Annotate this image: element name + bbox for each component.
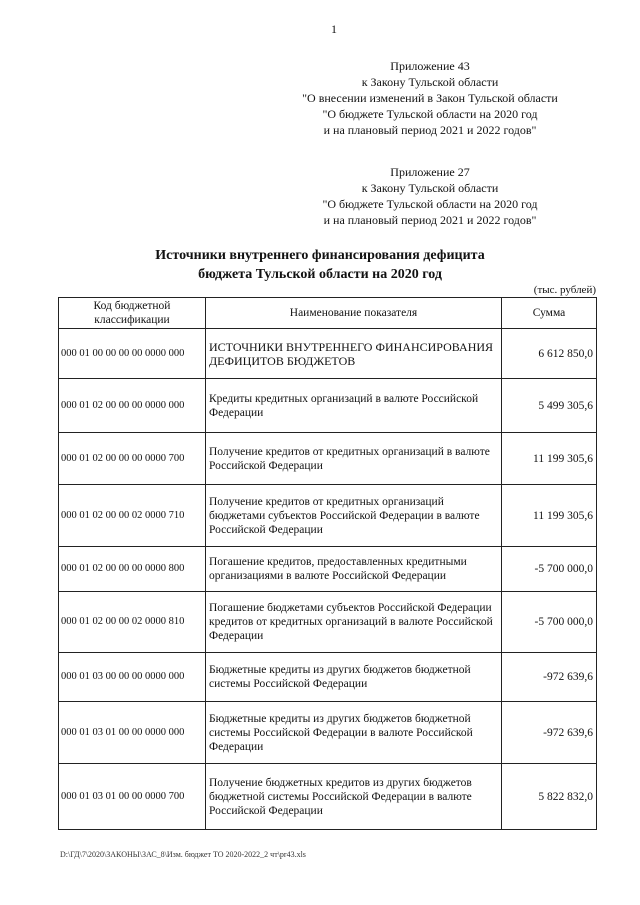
row-sum: -972 639,6: [502, 653, 597, 702]
row-name: ИСТОЧНИКИ ВНУТРЕННЕГО ФИНАНСИРОВАНИЯ ДЕФИЦИТОВ БЮДЖЕТОВ: [206, 329, 502, 379]
row-name: Получение кредитов от кредитных организаций бюджетами субъектов Российской Федерации в валюте Российской Федерации: [206, 485, 502, 547]
table-row: [59, 653, 597, 702]
table-row: [59, 764, 597, 830]
appendix-43-line: "О бюджете Тульской области на 2020 год: [322, 107, 538, 121]
row-code: 000 01 02 00 00 02 0000 810: [59, 592, 206, 653]
row-name: Погашение бюджетами субъектов Российской Федерации кредитов от кредитных организаций в валюте Российской Федерации: [206, 592, 502, 653]
appendix-27-line: Приложение 27: [390, 165, 470, 179]
table-row: [59, 379, 597, 433]
page-number: 1: [331, 22, 337, 36]
row-code: 000 01 02 00 00 00 0000 700: [59, 433, 206, 485]
table-row: [59, 329, 597, 379]
appendix-27-line: "О бюджете Тульской области на 2020 год: [322, 197, 538, 211]
table-row: [59, 433, 597, 485]
row-name: Погашение кредитов, предоставленных кредитными организациями в валюте Российской Федерации: [206, 547, 502, 592]
row-name: Получение кредитов от кредитных организаций в валюте Российской Федерации: [206, 433, 502, 485]
document-title: [120, 246, 520, 284]
column-header-name: Наименование показателя: [206, 298, 502, 329]
column-header-sum: Сумма: [502, 298, 597, 329]
row-name: Кредиты кредитных организаций в валюте Российской Федерации: [206, 379, 502, 433]
appendix-43-line: Приложение 43: [390, 59, 470, 73]
file-path-footer: D:\ГД\7\2020\ЗАКОНЫ\ЗАС_8\Изм. бюджет ТО 2020-2022_2 чт\pr43.xls: [60, 850, 306, 859]
table-row: [59, 702, 597, 764]
units-label: (тыс. рублей): [533, 284, 596, 296]
appendix-27-header: [280, 164, 580, 228]
row-sum: 5 499 305,6: [502, 379, 597, 433]
table-row: [59, 485, 597, 547]
document-title-line: бюджета Тульской области на 2020 год: [198, 267, 442, 282]
appendix-43-header: [280, 58, 580, 138]
row-sum: 5 822 832,0: [502, 764, 597, 830]
row-sum: -5 700 000,0: [502, 592, 597, 653]
appendix-27-line: и на плановый период 2021 и 2022 годов": [323, 213, 537, 227]
row-sum: -972 639,6: [502, 702, 597, 764]
financing-sources-table: [58, 297, 597, 830]
appendix-43-line: к Закону Тульской области: [361, 75, 499, 89]
row-name: Бюджетные кредиты из других бюджетов бюджетной системы Российской Федерации в валюте Российской Федерации: [206, 702, 502, 764]
appendix-43-line: "О внесении изменений в Закон Тульской области: [302, 91, 558, 105]
row-sum: 11 199 305,6: [502, 485, 597, 547]
row-code: 000 01 00 00 00 00 0000 000: [59, 329, 206, 379]
table-row: [59, 592, 597, 653]
appendix-43-line: и на плановый период 2021 и 2022 годов": [323, 123, 537, 137]
table-row: [59, 547, 597, 592]
row-name: Бюджетные кредиты из других бюджетов бюджетной системы Российской Федерации: [206, 653, 502, 702]
row-code: 000 01 03 00 00 00 0000 000: [59, 653, 206, 702]
row-sum: 6 612 850,0: [502, 329, 597, 379]
row-code: 000 01 03 01 00 00 0000 000: [59, 702, 206, 764]
row-code: 000 01 03 01 00 00 0000 700: [59, 764, 206, 830]
appendix-27-line: к Закону Тульской области: [361, 181, 499, 195]
table-header-row: [59, 298, 597, 329]
column-header-code: Код бюджетной классификации: [59, 298, 206, 329]
row-code: 000 01 02 00 00 00 0000 800: [59, 547, 206, 592]
row-sum: -5 700 000,0: [502, 547, 597, 592]
row-sum: 11 199 305,6: [502, 433, 597, 485]
row-code: 000 01 02 00 00 00 0000 000: [59, 379, 206, 433]
row-name: Получение бюджетных кредитов из других бюджетов бюджетной системы Российской Федерации в валюте Российской Федерации: [206, 764, 502, 830]
row-code: 000 01 02 00 00 02 0000 710: [59, 485, 206, 547]
document-title-line: Источники внутреннего финансирования дефицита: [155, 248, 485, 263]
